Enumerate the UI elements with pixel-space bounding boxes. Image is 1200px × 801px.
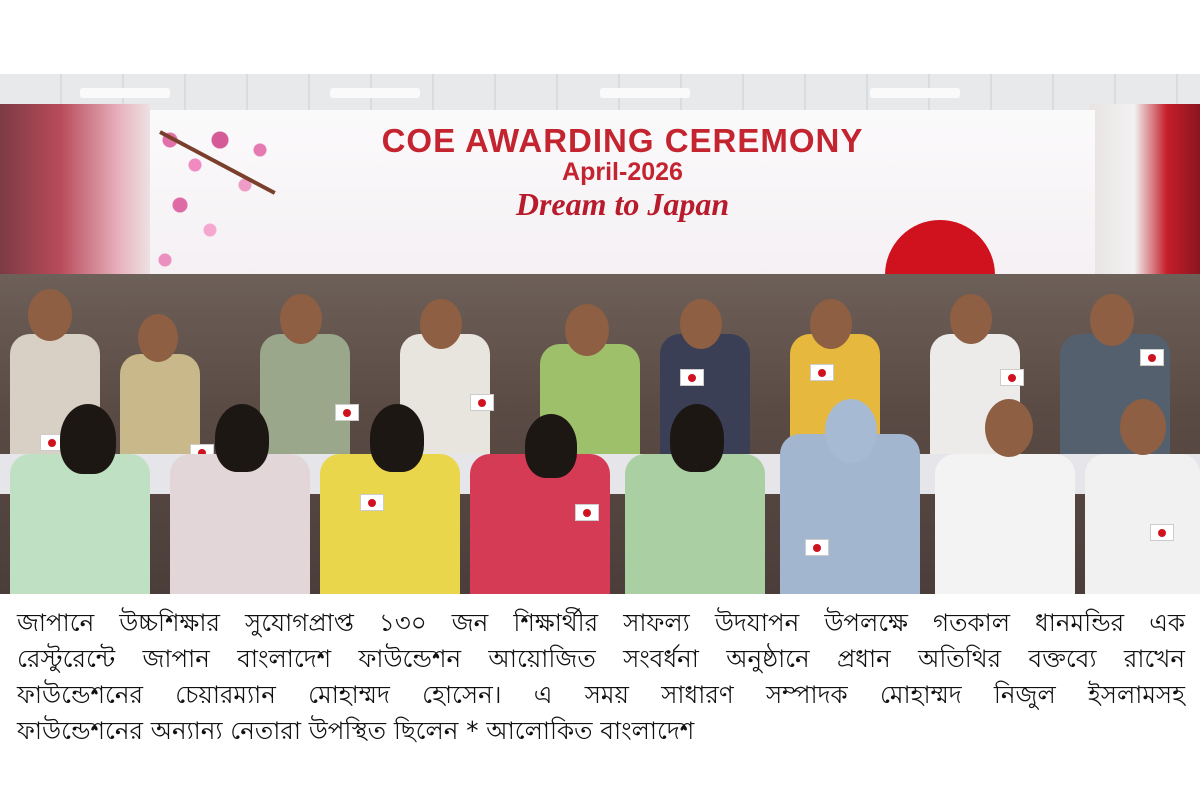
ceiling-light	[600, 88, 690, 98]
person-head	[280, 294, 322, 344]
person-head	[680, 299, 722, 349]
ceiling-light	[80, 88, 170, 98]
japan-flag-icon	[680, 369, 704, 386]
person	[1085, 454, 1200, 594]
photo-caption	[17, 605, 1185, 749]
caption-line: ফাউন্ডেশনের চেয়ারম্যান মোহাম্মদ হোসেন। এ সময় সাধারণ সম্পাদক মোহাম্মদ নিজুল ইসলামসহ	[17, 680, 1185, 709]
person	[10, 454, 150, 594]
japan-flag-icon	[575, 504, 599, 521]
person	[320, 454, 460, 594]
person-hair	[215, 404, 269, 472]
person-head	[950, 294, 992, 344]
person-hair	[525, 414, 577, 478]
person	[625, 454, 765, 594]
person-head	[825, 399, 877, 463]
ceiling-light	[330, 88, 420, 98]
caption-line: রেস্টুরেন্টে জাপান বাংলাদেশ ফাউন্ডেশন আয়োজিত সংবর্ধনা অনুষ্ঠানে প্রধান অতিথির বক্তব্যে রাখেন	[17, 644, 1185, 673]
ceiling	[0, 74, 1200, 114]
person-head	[1090, 294, 1134, 346]
japan-flag-icon	[1150, 524, 1174, 541]
person-head	[985, 399, 1033, 457]
person-head	[28, 289, 72, 341]
event-photo	[0, 74, 1200, 594]
japan-flag-icon	[360, 494, 384, 511]
person-head	[565, 304, 609, 356]
caption-line: জাপানে উচ্চশিক্ষার সুযোগপ্রাপ্ত ১৩০ জন শিক্ষার্থীর সাফল্য উদযাপন উপলক্ষে গতকাল ধানমন্ডির এক	[17, 608, 1185, 637]
banner-title: COE AWARDING CEREMONY	[381, 122, 864, 159]
japan-flag-icon	[810, 364, 834, 381]
caption-line: ফাউন্ডেশনের অন্যান্য নেতারা উপস্থিত ছিলেন * আলোকিত বাংলাদেশ	[17, 716, 695, 745]
person-hair	[370, 404, 424, 472]
banner-date: April-2026	[562, 158, 683, 186]
person-head	[1120, 399, 1166, 455]
person-hair	[670, 404, 724, 472]
person	[170, 454, 310, 594]
person-head	[810, 299, 852, 349]
japan-flag-icon	[805, 539, 829, 556]
front-row-seated	[0, 414, 1200, 594]
japan-flag-icon	[470, 394, 494, 411]
ceiling-light	[870, 88, 960, 98]
banner-tagline: Dream to Japan	[515, 186, 730, 222]
person-hair	[60, 404, 116, 474]
person	[935, 454, 1075, 594]
person-head	[420, 299, 462, 349]
japan-flag-icon	[1000, 369, 1024, 386]
japan-flag-icon	[1140, 349, 1164, 366]
person-head	[138, 314, 178, 362]
